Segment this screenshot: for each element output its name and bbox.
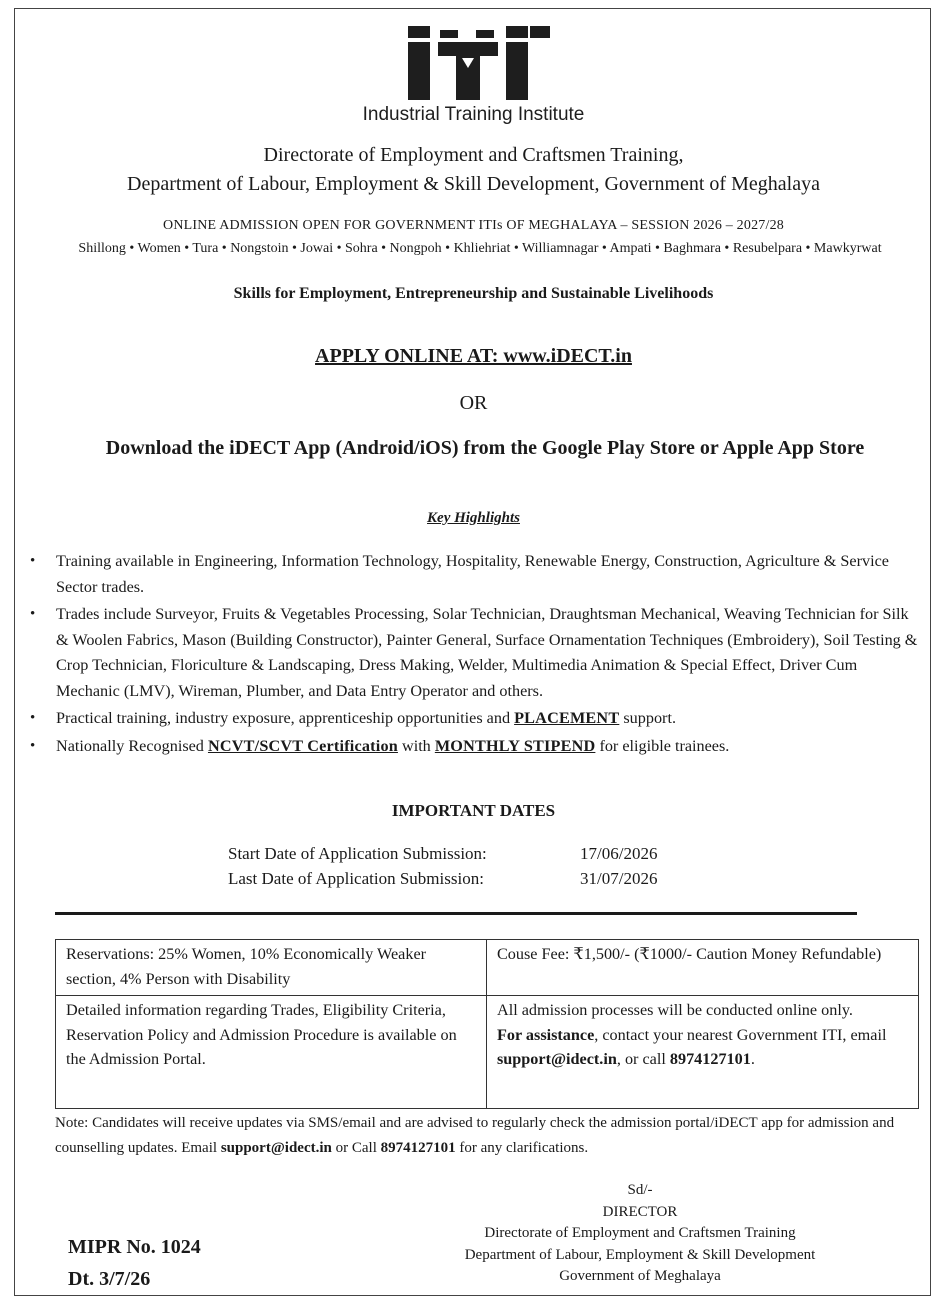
list-item	[28, 706, 918, 732]
assistance-end: .	[750, 1050, 755, 1068]
highlight-text: Practical training, industry exposure, apprenticeship opportunities and	[56, 709, 515, 727]
table-row	[56, 996, 919, 1109]
mipr-number: MIPR No. 1024	[68, 1236, 201, 1258]
department-name: Department of Labour, Employment & Skill Development, Government of Meghalaya	[127, 173, 820, 195]
apply-online	[0, 345, 947, 368]
certification-emphasis: NCVT/SCVT Certification	[207, 736, 398, 755]
dates-block	[228, 841, 657, 891]
last-date-value: 31/07/2026	[580, 869, 658, 888]
signatory-line2: Department of Labour, Employment & Skill Development	[464, 1246, 816, 1263]
assistance-mid: , contact your nearest Government ITI, email	[594, 1025, 887, 1044]
download-app-text: Download the iDECT App (Android/iOS) from the Google Play Store or Apple App Store	[105, 437, 865, 459]
highlight-text: Nationally Recognised	[56, 736, 208, 755]
signatory-line1: Directorate of Employment and Craftsmen Training	[484, 1225, 796, 1241]
fee-cell: Couse Fee: ₹1,500/- (₹1000/- Caution Money Refundable)	[487, 940, 919, 996]
details-cell: Detailed information regarding Trades, Eligibility Criteria, Reservation Policy and Admission Procedure is available on the Admission Portal.	[56, 996, 487, 1109]
mipr-block	[68, 1231, 201, 1295]
process-cell	[487, 996, 919, 1109]
stipend-emphasis: MONTHLY STIPEND	[434, 736, 596, 755]
note-pre: Note: Candidates will receive updates via SMS/email and are advised to regularly check the admission portal/iDECT app for admission and counselling updates. Email	[55, 1115, 895, 1156]
reservations-cell: Reservations: 25% Women, 10% Economically Weaker section, 4% Person with Disability	[56, 940, 487, 996]
placement-emphasis: PLACEMENT	[514, 709, 620, 727]
highlights-list	[28, 549, 918, 761]
iti-logo	[404, 22, 554, 102]
sd-mark: Sd/-	[627, 1182, 653, 1198]
assistance-call: , or call	[616, 1050, 670, 1068]
note-text	[55, 1111, 925, 1161]
note-phone[interactable]: 8974127101	[380, 1140, 456, 1156]
assistance-text	[497, 1023, 910, 1072]
last-date-row	[228, 866, 657, 891]
note-post: for any clarifications.	[455, 1140, 589, 1156]
key-highlights-heading: Key Highlights	[427, 510, 520, 526]
list-item	[28, 549, 918, 600]
online-only-text: All admission processes will be conducted online only.	[497, 1001, 853, 1019]
signature-block	[420, 1180, 860, 1288]
start-date-label: Start Date of Application Submission:	[228, 844, 487, 863]
mipr-date: Dt. 3/7/26	[68, 1268, 151, 1290]
city-list: Shillong • Women • Tura • Nongstoin • Jowai • Sohra • Nongpoh • Khliehriat • Williamnagar • Ampati • Baghmara • Resubelpara • Mawkyrwat	[78, 241, 882, 256]
highlight-text: for eligible trainees.	[595, 736, 730, 755]
session-notice: ONLINE ADMISSION OPEN FOR GOVERNMENT ITIs OF MEGHALAYA – SESSION 2026 – 2027/28	[163, 218, 784, 233]
start-date-row	[228, 841, 657, 866]
list-item	[28, 602, 918, 704]
support-email[interactable]: support@idect.in	[497, 1050, 617, 1068]
highlight-text: Trades include Surveyor, Fruits & Vegetables Processing, Solar Technician, Draughtsman Mechanical, Weaving Technician for Silk & Woolen Fabrics, Mason (Building Constructor), Painter General, Surface Ornamentation Techniques (Embroidery), Soil Testing & Crop Technician, Floriculture & Landscaping, Dress Making, Welder, Multimedia Animation & Special Effect, Driver Cum Mechanic (LMV), Wireman, Plumber, and Data Entry Operator and others.	[56, 605, 918, 700]
support-phone[interactable]: 8974127101	[669, 1050, 751, 1068]
signatory-line3: Government of Meghalaya	[559, 1268, 721, 1284]
start-date-value: 17/06/2026	[580, 844, 658, 863]
tagline: Skills for Employment, Entrepreneurship and Sustainable Livelihoods	[233, 285, 714, 302]
table-row	[56, 940, 919, 996]
divider	[55, 912, 857, 915]
highlight-text: Training available in Engineering, Information Technology, Hospitality, Renewable Energy, Construction, Agriculture & Service Sector trades.	[56, 552, 889, 596]
important-dates-heading: IMPORTANT DATES	[391, 801, 556, 820]
directorate-name: Directorate of Employment and Craftsmen Training,	[263, 144, 684, 166]
or-separator: OR	[459, 392, 488, 414]
signatory-title: DIRECTOR	[602, 1203, 678, 1220]
apply-online-link[interactable]: APPLY ONLINE AT: www.iDECT.in	[315, 345, 632, 367]
note-mid: or Call	[331, 1140, 381, 1156]
logo-subtitle: Industrial Training Institute	[362, 104, 585, 125]
highlight-text: support.	[619, 709, 676, 727]
note-email[interactable]: support@idect.in	[220, 1140, 332, 1156]
list-item	[28, 734, 918, 760]
info-table	[55, 939, 919, 1109]
highlight-text: with	[397, 736, 435, 755]
last-date-label: Last Date of Application Submission:	[228, 869, 484, 888]
assistance-label: For assistance	[497, 1025, 595, 1044]
